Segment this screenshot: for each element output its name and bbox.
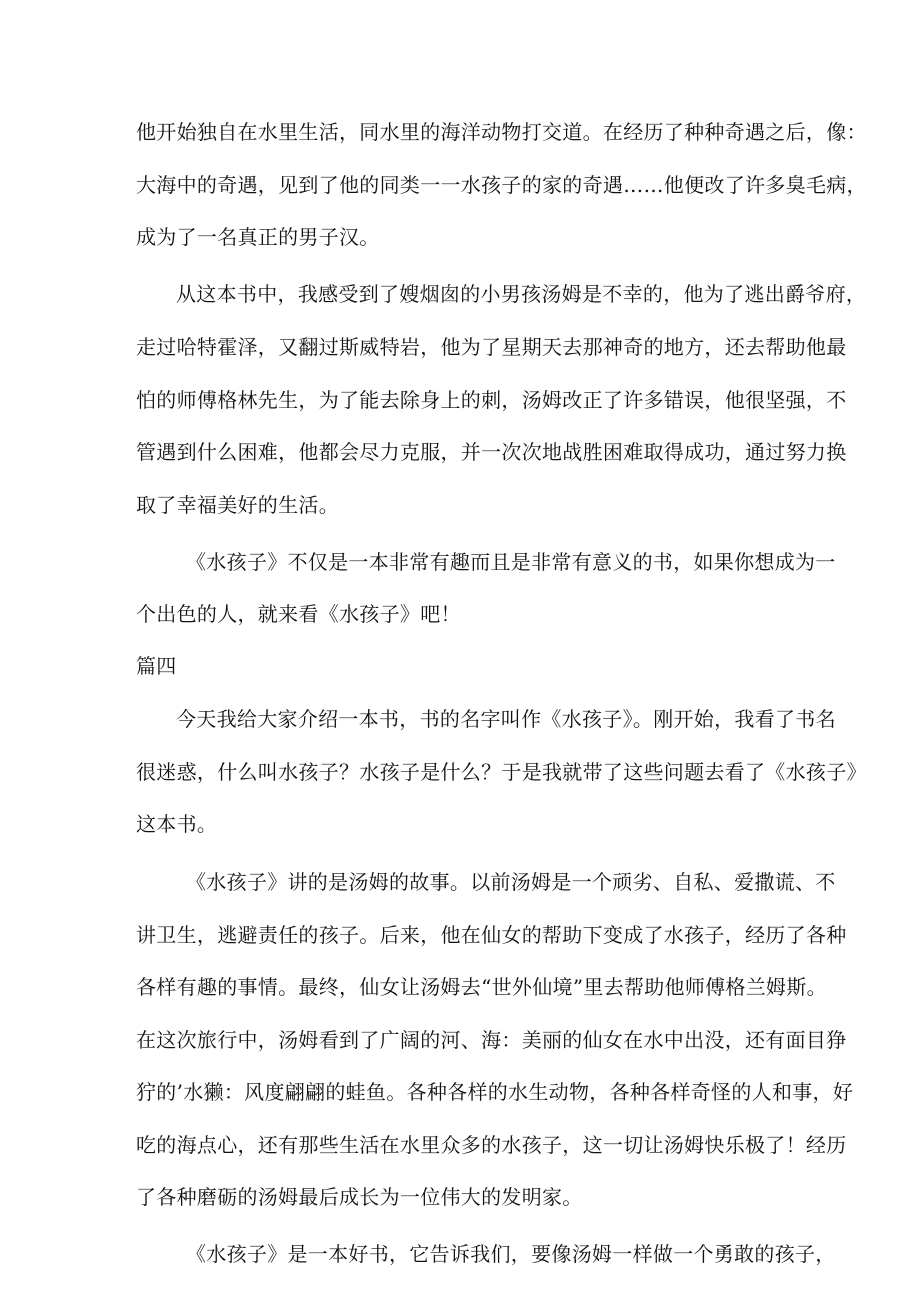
paragraph-5-line-2: 讲卫生，逃避责任的孩子。后来，他在仙女的帮助下变成了水孩子，经历了各种 [136,923,847,947]
paragraph-2-line-2: 走过哈特霍泽，又翻过斯威特岩，他为了星期天去那神奇的地方，还去帮助他最 [136,335,847,359]
paragraph-5-line-4: 在这次旅行中，汤姆看到了广阔的河、海：美丽的仙女在水中出没，还有面目狰 [136,1028,847,1052]
paragraph-1-line-1: 他开始独自在水里生活，同水里的海洋动物打交道。在经历了种种奇遇之后，像： [136,120,867,144]
paragraph-5-line-5: 狞的’水獭：风度翩翩的蛙鱼。各种各样的水生动物，各种各样奇怪的人和事，好 [136,1080,854,1104]
paragraph-4-line-3: 这本书。 [136,812,218,836]
paragraph-3-line-1: 《水孩子》不仅是一本非常有趣而且是非常有意义的书，如果你想成为一 [186,550,836,574]
paragraph-4-line-2: 很迷惑，什么叫水孩子？水孩子是什么？于是我就带了这些问题去看了《水孩子》 [136,760,867,784]
paragraph-5-line-6: 吃的海点心，还有那些生活在水里众多的水孩子，这一切让汤姆快乐极了！经历 [136,1133,847,1157]
paragraph-2-line-3: 怕的师傅格林先生，为了能去除身上的刺，汤姆改正了许多错误，他很坚强，不 [136,388,847,412]
paragraph-2-line-1: 从这本书中，我感受到了嫂烟囱的小男孩汤姆是不幸的，他为了逃出爵爷府， [176,282,867,306]
paragraph-5-line-7: 了各种磨砺的汤姆最后成长为一位伟大的发明家。 [136,1185,583,1209]
paragraph-5-line-3: 各样有趣的事情。最终，仙女让汤姆去“世外仙境”里去帮助他师傅格兰姆斯。 [136,975,827,999]
paragraph-4-line-1: 今天我给大家介绍一本书，书的名字叫作《水孩子》。刚开始，我看了书名 [176,707,836,731]
paragraph-1-line-3: 成为了一名真正的男子汉。 [136,225,380,249]
paragraph-3-line-2: 个出色的人，就来看《水孩子》吧！ [136,602,461,626]
paragraph-5-line-1: 《水孩子》讲的是汤姆的故事。以前汤姆是一个顽劣、自私、爱撒谎、不 [186,870,836,894]
paragraph-1-line-2: 大海中的奇遇，见到了他的同类一一水孩子的家的奇遇……他便改了许多臭毛病， [136,173,867,197]
section-heading: 篇四 [136,654,177,678]
paragraph-6-line-1: 《水孩子》是一本好书，它告诉我们，要像汤姆一样做一个勇敢的孩子， [186,1242,836,1266]
paragraph-2-line-4: 管遇到什么困难，他都会尽力克服，并一次次地战胜困难取得成功，通过努力换 [136,440,847,464]
paragraph-2-line-5: 取了幸福美好的生活。 [136,493,339,517]
